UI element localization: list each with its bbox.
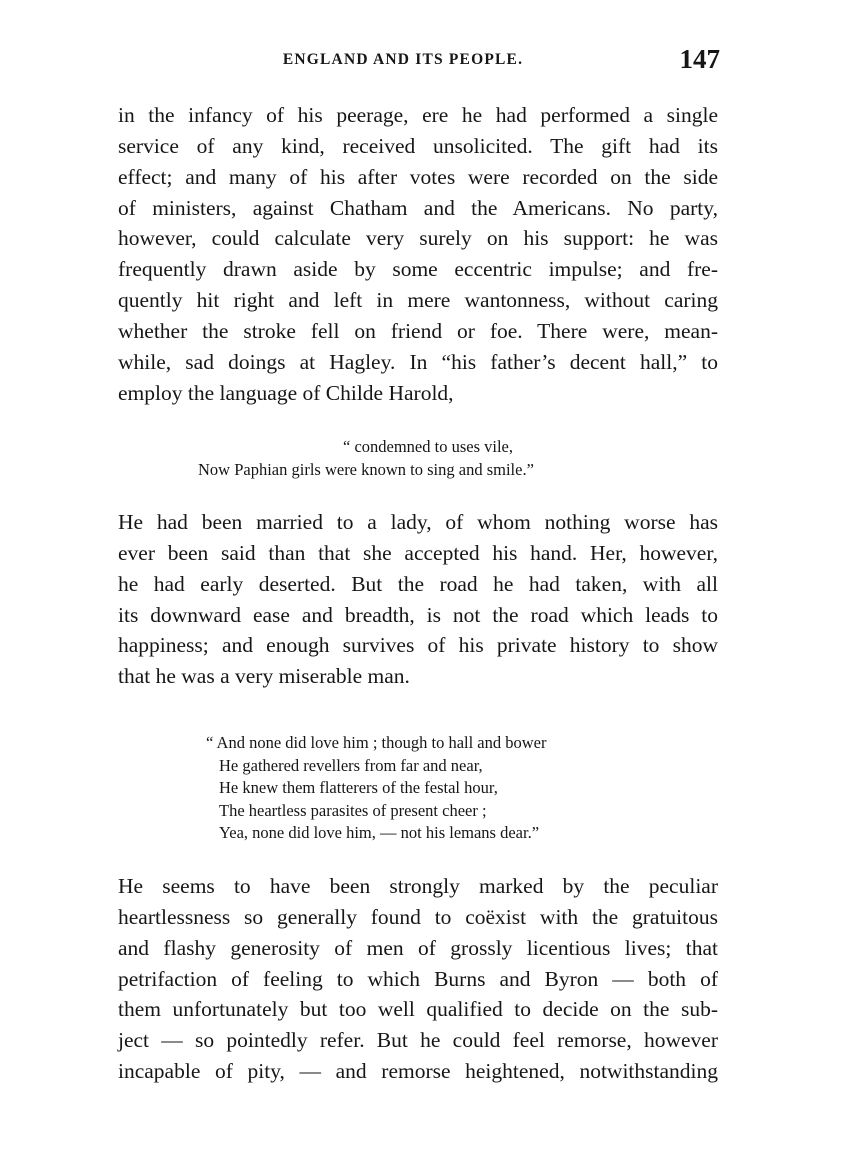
text-line: that he was a very miserable man. [118,664,410,689]
text-line: however, could calculate very surely on his support: he was [118,226,718,251]
text-line: he had early deserted. But the road he had taken, with all [118,571,718,596]
verse-line: Now Paphian girls were known to sing and smile.” [198,459,534,479]
text-line: He seems to have been strongly marked by the peculiar [118,874,718,898]
verse-line: Yea, none did love him, — not his lemans dear.” [219,823,540,842]
text-line: its downward ease and breadth, is not the road which leads to [118,602,718,627]
text-line: them unfortunately but too well qualified to decide on the sub- [118,997,718,1022]
text-line: effect; and many of his after votes were recorded on the side [118,164,718,189]
text-line: quently hit right and left in mere wantonness, without caring [118,288,718,313]
verse-line: He knew them flatterers of the festal hour, [219,778,498,797]
verse-line: He gathered revellers from far and near, [219,755,483,775]
text-line: and flashy generosity of men of grossly licentious lives; that [118,935,718,960]
text-line: happiness; and enough survives of his private history to show [118,633,718,658]
verse-line: The heartless parasites of present cheer ; [219,800,487,820]
text-line: in the infancy of his peerage, ere he had performed a single [118,103,718,127]
text-line: frequently drawn aside by some eccentric impulse; and fre- [118,257,718,282]
verse-line: “ And none did love him ; though to hall and bower [206,733,547,752]
text-line: incapable of pity, — and remorse heightened, notwithstanding [118,1059,718,1084]
text-line: employ the language of Childe Harold, [118,380,454,405]
verse-quotation-1 [198,436,534,481]
paragraph-3 [118,871,718,1087]
text-line: while, sad doings at Hagley. In “his father’s decent hall,” to [118,349,718,374]
text-line: service of any kind, received unsolicited. The gift had its [118,133,718,158]
verse-quotation-2 [206,732,547,845]
text-line: ever been said than that she accepted his hand. Her, however, [118,540,718,565]
paragraph-1 [118,100,718,408]
text-line: whether the stroke fell on friend or foe. There were, mean- [118,318,718,343]
text-line: ject — so pointedly refer. But he could feel remorse, however [118,1028,718,1053]
paragraph-2 [118,507,718,692]
running-title: ENGLAND AND ITS PEOPLE. [282,51,524,68]
page-number: 147 [679,44,720,74]
text-line: petrifaction of feeling to which Burns and Byron — both of [118,966,718,991]
text-line: of ministers, against Chatham and the Americans. No party, [118,195,718,220]
text-line: heartlessness so generally found to coëxist with the gratuitous [118,904,718,929]
verse-line: “ condemned to uses vile, [343,437,513,456]
text-line: He had been married to a lady, of whom nothing worse has [118,510,718,534]
running-head [0,44,850,78]
